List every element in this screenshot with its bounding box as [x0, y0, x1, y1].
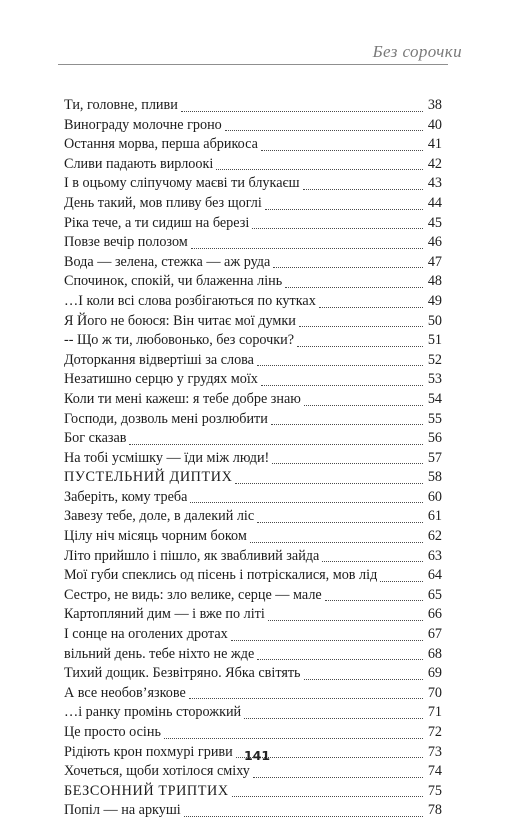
dot-leader [257, 516, 423, 523]
toc-entry [64, 96, 442, 116]
toc-section-heading [64, 468, 442, 488]
toc-entry-page-number: 69 [427, 665, 442, 682]
toc-entry-title: Літо прийшло і пішло, як звабливий зайда [64, 547, 320, 564]
dot-leader [235, 477, 423, 484]
toc-entry-title: Господи, дозволь мені розлюбити [64, 410, 268, 427]
dot-leader [191, 242, 423, 249]
toc-entry-title: Тихий дощик. Безвітряно. Ябка світять [64, 665, 301, 682]
toc-entry [64, 331, 442, 351]
toc-entry-title: Сестро, не видь: зло велике, серце — мале [64, 586, 322, 603]
toc-entry-title: А все необов’язкове [64, 684, 186, 701]
toc-entry-page-number: 56 [427, 430, 442, 447]
toc-entry-page-number: 43 [427, 175, 442, 192]
toc-entry-page-number: 55 [427, 410, 442, 427]
toc-entry [64, 449, 442, 469]
toc-entry-title: Хочеться, щоби хотілося сміху [64, 763, 250, 780]
dot-leader [250, 536, 423, 543]
toc-entry-title: Заберіть, кому треба [64, 488, 188, 505]
toc-entry-title: …І коли всі слова розбігаються по кутках [64, 292, 316, 309]
dot-leader [252, 222, 423, 229]
toc-entry-page-number: 38 [427, 97, 442, 113]
dot-leader [273, 261, 423, 268]
dot-leader [253, 771, 423, 778]
toc-entry [64, 174, 442, 194]
toc-entry [64, 801, 442, 821]
toc-entry-page-number: 49 [427, 292, 442, 309]
toc-entry [64, 351, 442, 371]
toc-entry-page-number: 60 [427, 488, 442, 505]
toc-entry-title: Бог сказав [64, 430, 127, 447]
toc-entry-page-number: 58 [427, 469, 442, 486]
toc-entry [64, 155, 442, 175]
toc-entry-title: Мої губи спеклись од пісень і потріскалися, мов лід [64, 567, 378, 584]
toc-entry [64, 566, 442, 586]
toc-entry-title: День такий, мов пливу без щоглі [64, 194, 262, 211]
toc-entry [64, 429, 442, 449]
toc-entry-title: І в оцьому сліпучому маєві ти блукаєш [64, 175, 300, 192]
toc-entry-title: Ти, головне, пливи [64, 97, 178, 113]
toc-entry [64, 547, 442, 567]
toc-entry-page-number: 72 [427, 724, 442, 740]
toc-entry [64, 684, 442, 704]
toc-entry [64, 507, 442, 527]
dot-leader [265, 203, 423, 210]
dot-leader [297, 340, 423, 347]
toc-entry [64, 292, 442, 312]
dot-leader [303, 183, 423, 190]
dot-leader [261, 144, 423, 151]
dot-leader [164, 732, 423, 739]
toc-entry [64, 214, 442, 234]
toc-entry-title: І сонце на оголених дротах [64, 626, 228, 643]
toc-entry-title: Я Його не боюся: Він читає мої думки [64, 312, 296, 329]
toc-entry-page-number: 46 [427, 234, 442, 251]
toc-entry-page-number: 67 [427, 626, 442, 643]
dot-leader [299, 320, 423, 327]
toc-section-heading [64, 782, 442, 802]
toc-entry-page-number: 53 [427, 371, 442, 388]
toc-entry [64, 272, 442, 292]
toc-entry [64, 390, 442, 410]
toc-entry [64, 116, 442, 136]
dot-leader [184, 810, 423, 817]
toc-entry [64, 605, 442, 625]
toc-entry-title: Спочинок, спокій, чи блаженна лінь [64, 273, 283, 290]
dot-leader [181, 105, 423, 112]
toc-entry-page-number: 42 [427, 155, 442, 172]
toc-entry-title: Винограду молочне гроно [64, 116, 222, 133]
toc-entry-title: Коли ти мені кажеш: я тебе добре знаю [64, 390, 301, 407]
toc-entry-title: Попіл — на аркуші [64, 802, 181, 819]
toc-entry-page-number: 74 [427, 763, 442, 780]
toc-entry-title: Цілу ніч місяць чорним боком [64, 528, 247, 545]
toc-entry [64, 703, 442, 723]
toc-entry [64, 253, 442, 273]
toc-entry-title: …і ранку промінь сторожкий [64, 704, 242, 721]
dot-leader [257, 359, 423, 366]
dot-leader [271, 418, 423, 425]
toc-entry-title: Картопляний дим — і вже по літі [64, 606, 265, 623]
page-number: 141 [243, 748, 271, 763]
dot-leader [380, 575, 423, 582]
toc-entry-page-number: 41 [427, 136, 442, 153]
toc-entry-title: вільний день. тебе ніхто не жде [64, 645, 255, 662]
toc-entry-page-number: 73 [427, 743, 442, 760]
toc-entry-title: Остання морва, перша абрикоса [64, 136, 258, 153]
toc-entry-page-number: 61 [427, 508, 442, 525]
dot-leader [304, 399, 423, 406]
dot-leader [322, 555, 423, 562]
toc-entry-page-number: 40 [427, 116, 442, 133]
toc-entry-page-number: 47 [427, 253, 442, 270]
toc-entry [64, 488, 442, 508]
toc-entry-title: ПУСТЕЛЬНИЙ ДИПТИХ [64, 469, 233, 486]
dot-leader [189, 692, 423, 699]
toc-entry [64, 410, 442, 430]
toc-entry-title: Повзе вечір полозом [64, 234, 188, 251]
toc-entry-title: На тобі усмішку — їди між люди! [64, 449, 270, 466]
toc-entry-page-number: 68 [427, 645, 442, 662]
toc-entry-title: Це просто осінь [64, 724, 161, 740]
toc-entry-page-number: 75 [427, 782, 442, 799]
dot-leader [190, 496, 423, 503]
dot-leader [129, 438, 423, 445]
table-of-contents [64, 96, 442, 821]
dot-leader [231, 634, 423, 641]
toc-entry-page-number: 62 [427, 528, 442, 545]
toc-entry-title: Рідіють крон похмурі гриви [64, 743, 233, 760]
toc-entry [64, 645, 442, 665]
dot-leader [244, 712, 423, 719]
toc-entry [64, 194, 442, 214]
toc-entry-title: Сливи падають вирлоокі [64, 155, 214, 172]
toc-entry-page-number: 63 [427, 547, 442, 564]
toc-entry-page-number: 45 [427, 214, 442, 231]
toc-entry-title: -- Що ж ти, любовонько, без сорочки? [64, 332, 295, 349]
toc-entry-page-number: 71 [427, 704, 442, 721]
toc-entry-title: Доторкання відвертіші за слова [64, 351, 254, 368]
dot-leader [257, 653, 423, 660]
toc-entry-page-number: 78 [427, 802, 442, 819]
toc-entry [64, 370, 442, 390]
header-rule [58, 64, 448, 65]
toc-entry-page-number: 65 [427, 586, 442, 603]
dot-leader [216, 163, 423, 170]
toc-entry-page-number: 54 [427, 390, 442, 407]
dot-leader [268, 614, 423, 621]
toc-entry-title: Ріка тече, а ти сидиш на березі [64, 214, 250, 231]
toc-entry-page-number: 66 [427, 606, 442, 623]
toc-entry [64, 586, 442, 606]
toc-entry-page-number: 44 [427, 194, 442, 211]
toc-entry-page-number: 52 [427, 351, 442, 368]
toc-entry-page-number: 51 [427, 332, 442, 349]
dot-leader [325, 594, 423, 601]
toc-entry [64, 527, 442, 547]
dot-leader [319, 301, 423, 308]
toc-entry-page-number: 57 [427, 449, 442, 466]
toc-entry-title: Завезу тебе, доле, в далекий ліс [64, 508, 255, 525]
dot-leader [272, 457, 423, 464]
toc-entry-title: Незатишно серцю у грудях моїх [64, 371, 258, 388]
toc-entry [64, 723, 442, 743]
toc-entry-page-number: 70 [427, 684, 442, 701]
dot-leader [232, 790, 423, 797]
toc-entry-page-number: 50 [427, 312, 442, 329]
toc-entry-title: БЕЗСОННИЙ ТРИПТИХ [64, 782, 229, 799]
toc-entry [64, 664, 442, 684]
toc-entry [64, 762, 442, 782]
dot-leader [225, 124, 423, 131]
running-head: Без сорочки [372, 42, 462, 61]
dot-leader [285, 281, 423, 288]
toc-entry-page-number: 48 [427, 273, 442, 290]
toc-entry-title: Вода — зелена, стежка — аж руда [64, 253, 271, 270]
toc-entry-page-number: 64 [427, 567, 442, 584]
toc-entry [64, 233, 442, 253]
toc-entry [64, 135, 442, 155]
toc-entry [64, 312, 442, 332]
dot-leader [304, 673, 423, 680]
toc-entry [64, 625, 442, 645]
dot-leader [261, 379, 423, 386]
